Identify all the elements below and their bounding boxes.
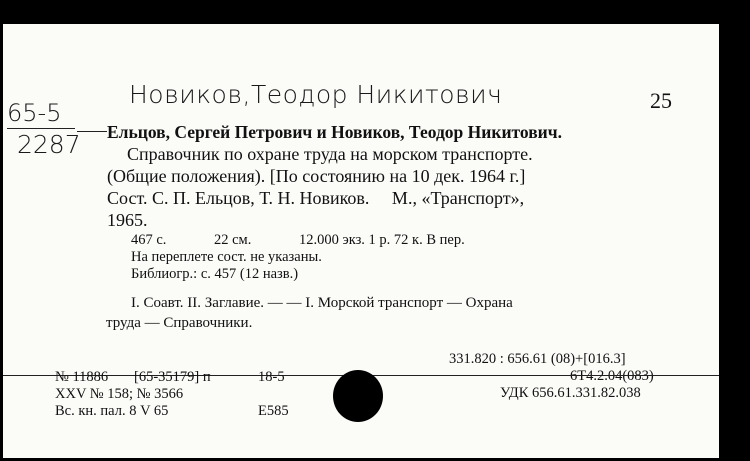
print-run: 12.000 экз. 1 р. 72 к. В пер.	[299, 232, 465, 248]
size: 22 см.	[214, 232, 252, 248]
handwritten-shelf-bottom: 2287	[17, 130, 81, 159]
tracings-line-2: труда — Справочники.	[106, 315, 253, 331]
bbk-code: 6Т4.2.04(083)	[570, 368, 654, 384]
note-2: Библиогр.: с. 457 (12 назв.)	[131, 266, 299, 282]
footer-xxv: XXV № 158; № 3566	[55, 386, 184, 402]
catalog-card	[3, 24, 719, 458]
classification-line-1: 331.820 : 656.61 (08)+[016.3]	[449, 351, 626, 367]
entry-heading: Ельцов, Сергей Петрович и Новиков, Теодор Никитович.	[107, 122, 562, 142]
footer-number: № 11886	[55, 369, 109, 385]
footer-e-code: Е585	[258, 403, 289, 419]
tracings-line-1: I. Соавт. II. Заглавие. — — I. Морской транспорт — Охрана	[131, 295, 513, 311]
footer-plan: Вс. кн. пал. 8 V 65	[55, 403, 169, 419]
entry-line-2: (Общие положения). [По состоянию на 10 дек. 1964 г.]	[107, 166, 526, 186]
note-1: На переплете сост. не указаны.	[131, 249, 322, 265]
pages: 467 с.	[131, 232, 167, 248]
heading-rule	[77, 131, 107, 132]
udc-code: УДК 656.61.331.82.038	[500, 385, 641, 401]
shelf-mark-underline	[7, 128, 75, 129]
card-number: 25	[650, 88, 672, 113]
handwritten-shelf-top: 65-5	[7, 99, 62, 127]
punch-hole	[333, 370, 383, 422]
entry-line-3: Сост. С. П. Ельцов, Т. Н. Новиков. М., «Транспорт»,	[107, 188, 525, 208]
footer-registry: [65-35179] п	[134, 369, 211, 385]
handwritten-name: Новиков,Теодор Никитович	[129, 80, 503, 109]
footer-code: 18-5	[258, 369, 285, 385]
entry-line-1: Справочник по охране труда на морском транспорте.	[127, 144, 533, 164]
entry-line-4: 1965.	[107, 210, 148, 230]
